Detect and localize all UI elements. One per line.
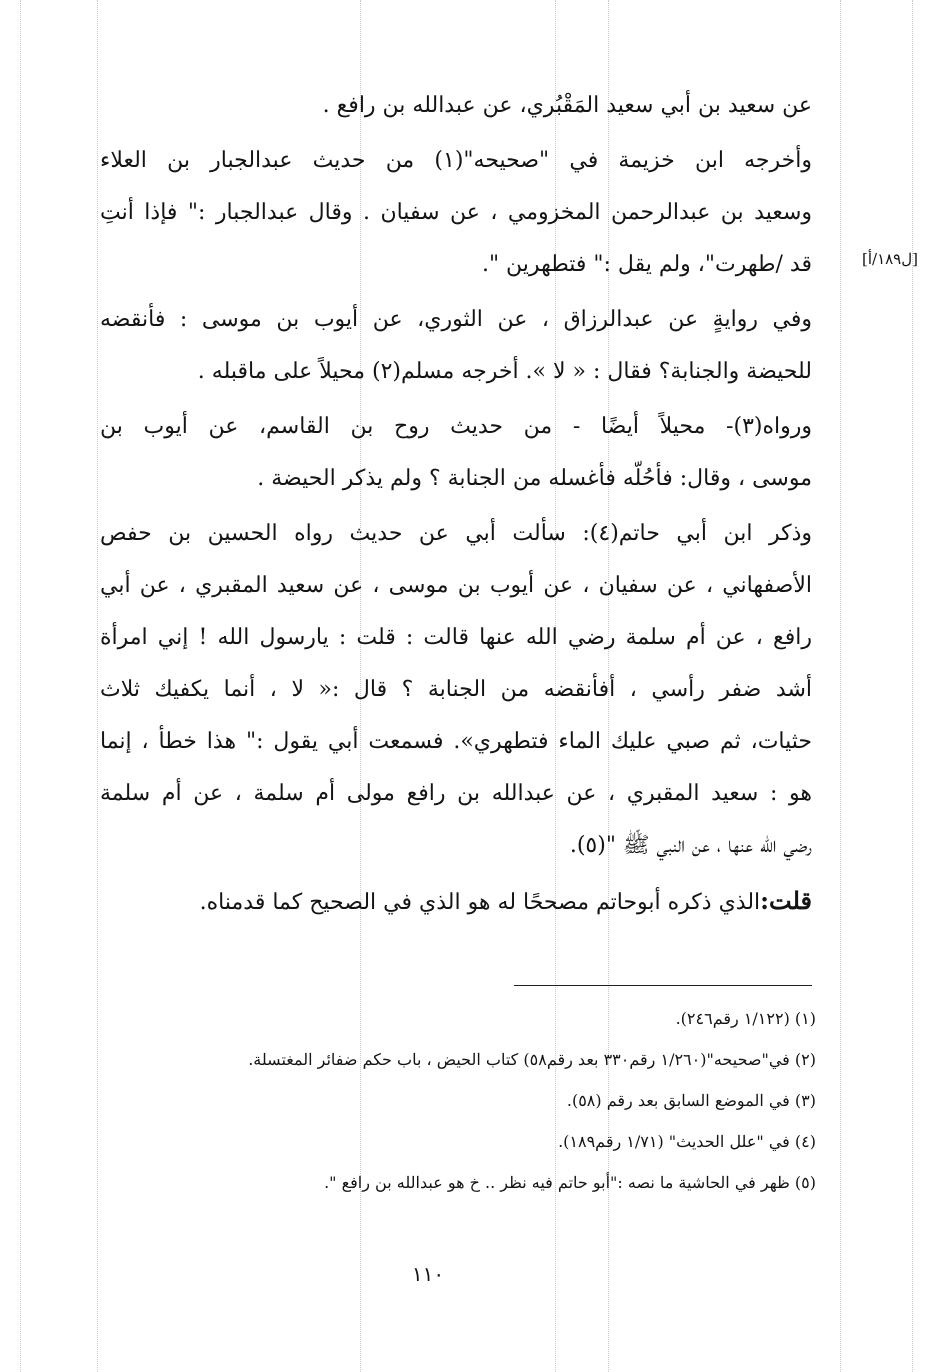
- text-line: رافع ، عن أم سلمة رضي الله عنها قالت : قلت : يارسول الله ! إني امرأة: [100, 625, 812, 650]
- text-line: حثيات، ثم صبي عليك الماء فتطهري». فسمعت أبي يقول :" هذا خطأ ، إنما: [100, 729, 812, 754]
- scan-guide-line: [20, 0, 21, 1372]
- footnote-separator: [514, 985, 812, 986]
- text-line: ورواه(٣)- محيلاً أيضًا - من حديث روح بن القاسم، عن أيوب بن: [100, 414, 812, 439]
- text-line: وفي روايةٍ عن عبدالرزاق ، عن الثوري، عن أيوب بن موسى : فأنقضه: [100, 307, 812, 332]
- text-line: أشد ضفر رأسي ، أفأنقضه من الجنابة ؟ قال :« لا ، أنما يكفيك ثلاث: [100, 677, 812, 702]
- qult-label: قلت:: [760, 886, 812, 915]
- text-line: الأصفهاني ، عن سفيان ، عن أيوب بن موسى ، عن سعيد المقبري ، عن أبي: [100, 573, 812, 598]
- qult-text: الذي ذكره أبوحاتم مصححًا له هو الذي في الصحيح كما قدمناه.: [199, 890, 761, 915]
- footnote: (٣) في الموضع السابق بعد رقم (٥٨).: [566, 1091, 816, 1110]
- text-line: وذكر ابن أبي حاتم(٤): سألت أبي عن حديث رواه الحسين بن حفص: [100, 521, 812, 546]
- text-line: هو : سعيد المقبري ، عن عبدالله بن رافع مولى أم سلمة ، عن أم سلمة: [100, 781, 812, 806]
- scan-guide-line: [912, 0, 913, 1372]
- page-number: ١١٠: [411, 1262, 445, 1286]
- text-line: رضي الله عنها ، عن النبي ﷺ "(٥).: [569, 833, 812, 858]
- text-line: عن سعيد بن أبي سعيد المَقْبُري، عن عبدالله بن رافع .: [322, 93, 812, 118]
- text-line: وسعيد بن عبدالرحمن المخزومي ، عن سفيان . وقال عبدالجبار :" فإذا أنتِ: [100, 200, 812, 225]
- scan-guide-line: [840, 0, 841, 1372]
- text-line: وأخرجه ابن خزيمة في "صحيحه"(١) من حديث عبدالجبار بن العلاء: [100, 148, 812, 173]
- text-line: قد /طهرت"، ولم يقل :" فتطهرين ".: [481, 252, 812, 277]
- text-line: للحيضة والجنابة؟ فقال : « لا ». أخرجه مسلم(٢) محيلاً على ماقبله .: [197, 359, 812, 384]
- text-line: موسى ، وقال: فأحُلّه فأغسله من الجنابة ؟ ولم يذكر الحيضة .: [257, 466, 812, 491]
- scan-guide-line: [97, 0, 98, 1372]
- main-text: [100, 80, 812, 927]
- footnote: (٢) في"صحيحه"(١/٢٦٠ رقم٣٣٠ بعد رقم٥٨) كتاب الحيض ، باب حكم ضفائر المغتسلة.: [248, 1050, 816, 1069]
- footnotes: [100, 998, 816, 1203]
- footnote: (٤) في "علل الحديث" (١/٧١ رقم١٨٩).: [558, 1132, 816, 1151]
- footnote: (٥) ظهر في الحاشية ما نصه :"أبو حاتم فيه نظر .. خ هو عبدالله بن رافع ".: [324, 1173, 816, 1192]
- manuscript-folio-note: [ل١٨٩/أ]: [861, 250, 918, 268]
- text-line-qult: [100, 875, 812, 927]
- footnote: (١) (١/١٢٢ رقم٢٤٦).: [675, 1009, 816, 1028]
